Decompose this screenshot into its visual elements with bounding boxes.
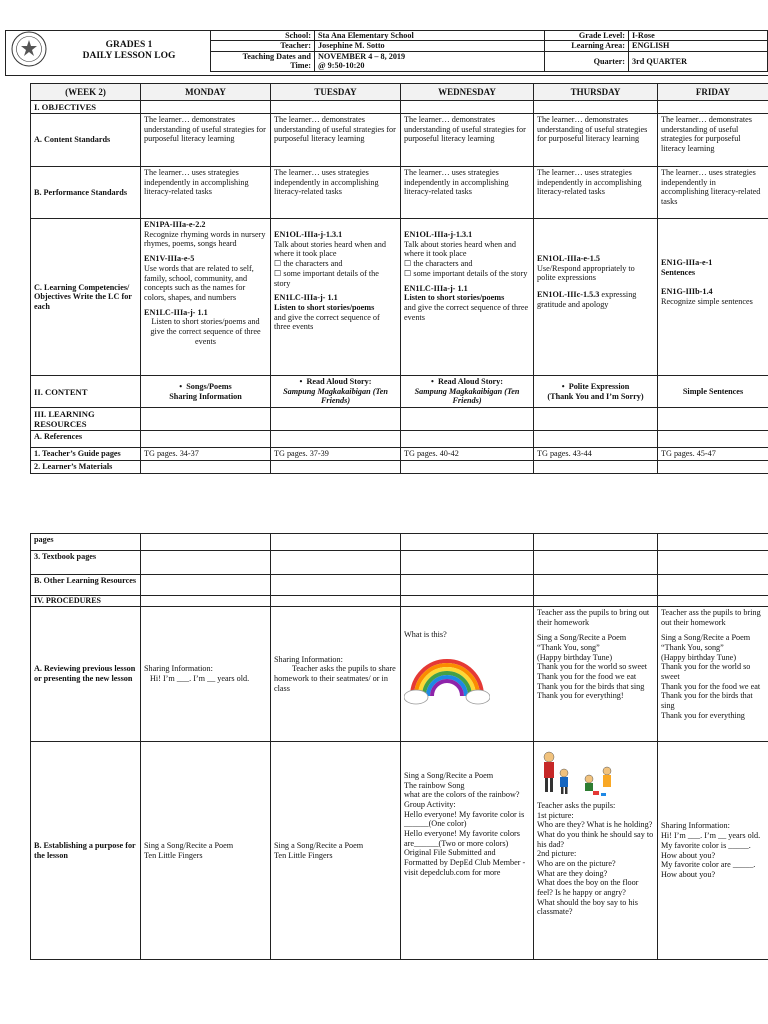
dates-value: NOVEMBER 4 – 8, 2019 xyxy=(318,51,406,61)
competency-text: Sentences xyxy=(661,267,696,277)
reviewing-line: “Thank You, song” xyxy=(537,643,600,653)
performance-standards-row xyxy=(31,167,768,219)
content-title: • Read Aloud Story: xyxy=(299,377,372,387)
reviewing-line: Teacher ass the pupils to bring out their homework xyxy=(537,608,650,627)
quarter-label: Quarter: xyxy=(545,51,629,71)
purpose-mon xyxy=(141,742,271,960)
monday-header: MONDAY xyxy=(141,84,271,101)
friday-header: FRIDAY xyxy=(658,84,768,101)
area-label: Learning Area: xyxy=(545,41,629,51)
content-tue xyxy=(271,376,401,408)
purpose-text: Ten Little Fingers xyxy=(144,850,203,860)
reviewing-line: “Thank You, song” xyxy=(661,643,724,653)
performance-standard-wed: The learner… uses strategies independently in accomplishing literacy-related tasks xyxy=(401,167,534,219)
reviewing-line: Thank you for the food we eat xyxy=(661,681,761,691)
competency-code: EN1G-IIIb-1.4 xyxy=(661,287,713,297)
dates-time-label xyxy=(211,51,315,71)
reviewing-text: Sharing Information: xyxy=(144,664,213,674)
content-standards-row xyxy=(31,114,768,167)
reviewing-line: Sing a Song/Recite a Poem xyxy=(661,633,751,643)
header-info-table xyxy=(210,30,768,72)
learners-materials-row xyxy=(31,461,768,474)
competency-code: EN1OL-IIIc-1.5.3 xyxy=(537,290,600,300)
competency-text-bold: Listen to short stories/poems xyxy=(274,302,375,312)
purpose-wed xyxy=(401,742,534,960)
wednesday-header: WEDNESDAY xyxy=(401,84,534,101)
family-picture xyxy=(537,749,621,799)
log-title: DAILY LESSON LOG xyxy=(82,51,176,61)
competency-wed xyxy=(401,219,534,376)
dates-label: Teaching Dates and xyxy=(242,51,311,61)
competency-code: EN1PA-IIIa-e-2.2 xyxy=(144,220,206,230)
content-mon xyxy=(141,376,271,408)
purpose-thu xyxy=(534,742,658,960)
content-wed xyxy=(401,376,534,408)
competency-code: EN1LC-IIIa-j- 1.1 xyxy=(274,293,338,303)
reviewing-line: Thank you for the world so sweet xyxy=(537,662,648,672)
purpose-line: How about you? xyxy=(661,850,716,860)
reviewing-wed xyxy=(401,607,534,742)
content-fri: Simple Sentences xyxy=(658,376,768,408)
other-resources-label: B. Other Learning Resources xyxy=(31,575,141,596)
learners-materials-label: 2. Learner’s Materials xyxy=(31,461,141,474)
reviewing-line: (Happy birthday Tune) xyxy=(661,652,737,662)
competency-item: ☐ some important details of the story xyxy=(404,268,528,278)
learners-materials-pages-row xyxy=(31,534,768,551)
performance-standard-fri: The learner… uses strategies independently in accomplishing literacy-related tasks xyxy=(658,167,768,219)
reviewing-line: Thank you for the birds that sing xyxy=(661,691,753,711)
tg-pages-tue: TG pages. 37-39 xyxy=(271,448,401,461)
grade-label: Grade Level: xyxy=(545,31,629,41)
performance-standard-thu: The learner… uses strategies independently in accomplishing literacy-related tasks xyxy=(534,167,658,219)
content-row xyxy=(31,376,768,408)
purpose-line: Hi! I’m ___. I’m __ years old. xyxy=(661,831,761,841)
content-subtitle: Sampung Magkakaibigan (Ten Friends) xyxy=(283,386,388,406)
reviewing-fri xyxy=(658,607,768,742)
reviewing-text: Teacher asks the pupils to share homework to their seatmates/ or in class xyxy=(274,664,396,693)
reviewing-line: Thank you for the world so sweet xyxy=(661,662,751,682)
references-label: A. References xyxy=(31,431,141,448)
purpose-line: My favorite color is _____. xyxy=(661,840,751,850)
tg-pages-fri: TG pages. 45-47 xyxy=(658,448,768,461)
resources-label: III. LEARNING RESOURCES xyxy=(31,408,141,431)
content-standard-tue: The learner… demonstrates understanding of useful strategies for purposeful literacy learning xyxy=(271,114,401,167)
grades-title: GRADES 1 xyxy=(105,40,153,50)
reviewing-text: Hi! I’m ___. I’m __ years old. xyxy=(150,674,250,683)
purpose-line: Who are on the picture? xyxy=(537,859,616,869)
teachers-guide-label: 1. Teacher’s Guide pages xyxy=(31,448,141,461)
purpose-fri xyxy=(658,742,768,960)
reviewing-row xyxy=(31,607,768,742)
content-subtitle: (Thank You and I’m Sorry) xyxy=(547,391,644,401)
resources-row xyxy=(31,408,768,431)
purpose-line: My favorite color are _____. xyxy=(661,860,756,870)
reviewing-text: Sharing Information: xyxy=(274,654,343,664)
competency-mon xyxy=(141,219,271,376)
competency-text: Listen to short stories/poems and give the correct sequence of three events xyxy=(150,317,261,346)
purpose-line: Teacher asks the pupils: xyxy=(537,801,616,810)
competency-item: ☐ the characters and xyxy=(404,259,473,269)
time-value: @ 9:50-10:20 xyxy=(318,61,365,71)
rainbow-image xyxy=(404,652,490,706)
purpose-text: Ten Little Fingers xyxy=(274,850,333,860)
content-title: • Read Aloud Story: xyxy=(430,377,504,387)
content-standard-mon: The learner… demonstrates understanding of useful strategies for purposeful literacy learning xyxy=(141,114,271,167)
objectives-section-row xyxy=(31,101,768,114)
teacher-value: Josephine M. Sotto xyxy=(315,41,545,51)
purpose-line: what are the colors of the rainbow? xyxy=(404,790,520,800)
reviewing-line: Thank you for the food we eat xyxy=(537,672,637,682)
reviewing-mon xyxy=(141,607,271,742)
reviewing-line: Thank you for everything! xyxy=(537,691,624,701)
content-thu xyxy=(534,376,658,408)
lesson-log-table-continued xyxy=(30,533,768,960)
content-label: II. CONTENT xyxy=(31,376,141,408)
tuesday-header: TUESDAY xyxy=(271,84,401,101)
purpose-row xyxy=(31,742,768,960)
reviewing-label: A. Reviewing previous lesson or presenting the new lesson xyxy=(31,607,141,742)
purpose-line: Hello everyone! My favorite colors are______(Two or more colors) xyxy=(404,829,520,848)
content-title: • Songs/Poems xyxy=(179,381,232,391)
competency-item: ☐ some important details of the story xyxy=(274,268,379,288)
content-standard-fri: The learner… demonstrates understanding of useful strategies for purposeful literacy learning xyxy=(658,114,768,167)
reviewing-thu xyxy=(534,607,658,742)
purpose-line: Group Activity: xyxy=(404,800,456,810)
purpose-tue xyxy=(271,742,401,960)
competency-fri xyxy=(658,219,768,376)
tg-pages-thu: TG pages. 43-44 xyxy=(534,448,658,461)
textbook-row xyxy=(31,551,768,575)
competency-text: Talk about stories heard when and where it took place xyxy=(404,239,516,259)
competency-thu xyxy=(534,219,658,376)
purpose-line: 1st picture: xyxy=(537,810,574,820)
day-header-row xyxy=(31,84,768,101)
purpose-line: Hello everyone! My favorite color is ______(One color) xyxy=(404,809,525,829)
school-value: Sta Ana Elementary School xyxy=(315,31,545,41)
reviewing-line: Thank you for the birds that sing xyxy=(537,681,645,691)
learning-competencies-label: C. Learning Competencies/ Objectives Write the LC for each xyxy=(31,219,141,376)
reviewing-line: Teacher ass the pupils to bring out their homework xyxy=(661,608,761,627)
purpose-line: The rainbow Song xyxy=(404,780,465,790)
competency-item: ☐ the characters and xyxy=(274,259,343,269)
competency-mixed xyxy=(537,290,654,309)
competency-text: Recognize simple sentences xyxy=(661,297,753,307)
purpose-line: Sing a Song/Recite a Poem xyxy=(404,771,494,780)
content-subtitle: Sampung Magkakaibigan (Ten Friends) xyxy=(414,386,520,406)
objectives-section-label: I. OBJECTIVES xyxy=(31,101,141,114)
procedures-row xyxy=(31,596,768,607)
competency-code: EN1OL-IIIa-j-1.3.1 xyxy=(274,230,343,240)
competency-code: EN1LC-IIIa-j- 1.1 xyxy=(144,307,208,317)
week-header: (WEEK 2) xyxy=(31,84,141,101)
time-label: Time: xyxy=(290,61,311,71)
purpose-line: Original File Submitted and Formatted by DepEd Club Member - visit depedclub.com for more xyxy=(404,848,526,877)
competency-text: and give the correct sequence of three events xyxy=(274,312,380,332)
content-title: • Polite Expression xyxy=(561,381,630,391)
reviewing-text: What is this? xyxy=(404,630,447,639)
purpose-line: Who are they? What is he holding? What do you think he should say to his dad? xyxy=(537,820,654,849)
purpose-line: How about you? xyxy=(661,869,716,879)
quarter-value: 3rd QUARTER xyxy=(629,51,768,71)
purpose-line: What does the boy on the floor feel? Is he happy or angry? xyxy=(537,878,639,898)
references-row xyxy=(31,431,768,448)
purpose-text: Sing a Song/Recite a Poem xyxy=(144,840,234,850)
content-standards-label: A. Content Standards xyxy=(31,114,141,167)
teacher-label: Teacher: xyxy=(211,41,315,51)
procedures-label: IV. PROCEDURES xyxy=(31,596,141,607)
lesson-log-table xyxy=(30,83,768,474)
reviewing-line: Sing a Song/Recite a Poem xyxy=(537,633,627,643)
purpose-line: What are they doing? xyxy=(537,868,608,878)
reviewing-line: Thank you for everything xyxy=(661,710,745,720)
performance-standard-tue: The learner… uses strategies independently in accomplishing literacy-related tasks xyxy=(271,167,401,219)
competency-text: Use/Respond appropriately to polite expressions xyxy=(537,263,635,283)
performance-standard-mon: The learner… uses strategies independently in accomplishing literacy-related tasks xyxy=(141,167,271,219)
learning-competencies-row xyxy=(31,219,768,376)
purpose-line: Sharing Information: xyxy=(661,821,730,831)
dates-time-value xyxy=(315,51,545,71)
purpose-text: Sing a Song/Recite a Poem xyxy=(274,840,364,850)
other-resources-row xyxy=(31,575,768,596)
textbook-label: 3. Textbook pages xyxy=(31,551,141,575)
competency-text: Talk about stories heard when and where it took place xyxy=(274,239,386,259)
tg-pages-mon: TG pages. 34-37 xyxy=(141,448,271,461)
competency-code: EN1OL-IIIa-e-1.5 xyxy=(537,254,600,264)
competency-code: EN1LC-IIIa-j- 1.1 xyxy=(404,283,468,293)
tg-pages-wed: TG pages. 40-42 xyxy=(401,448,534,461)
competency-text-bold: Listen to short stories/poems xyxy=(404,293,505,303)
reviewing-line: (Happy birthday Tune) xyxy=(537,652,613,662)
grade-value: I-Rose xyxy=(629,31,768,41)
competency-tue xyxy=(271,219,401,376)
competency-text: Recognize rhyming words in nursery rhymes, poems, songs heard xyxy=(144,229,266,249)
thursday-header: THURSDAY xyxy=(534,84,658,101)
learners-materials-pages-label: pages xyxy=(31,534,141,551)
purpose-line: 2nd picture: xyxy=(537,849,577,859)
purpose-line: What should the boy say to his classmate? xyxy=(537,897,638,917)
content-subtitle: Sharing Information xyxy=(169,391,242,401)
performance-standards-label: B. Performance Standards xyxy=(31,167,141,219)
reviewing-tue xyxy=(271,607,401,742)
content-standard-thu: The learner… demonstrates understanding of useful strategies for purposeful literacy learning xyxy=(534,114,658,167)
competency-code: EN1OL-IIIa-j-1.3.1 xyxy=(404,230,473,240)
competency-text: expressing gratitude and apology xyxy=(537,290,637,309)
purpose-label: B. Establishing a purpose for the lesson xyxy=(31,742,141,960)
school-label: School: xyxy=(211,31,315,41)
content-standard-wed: The learner… demonstrates understanding of useful strategies for purposeful literacy learning xyxy=(401,114,534,167)
teachers-guide-row xyxy=(31,448,768,461)
competency-code: EN1V-IIIa-e-5 xyxy=(144,254,195,264)
competency-code: EN1G-IIIa-e-1 xyxy=(661,258,713,268)
competency-text: Use words that are related to self, family, school, community, and concepts such as the names for colors, shapes, and numbers xyxy=(144,263,254,302)
area-value: ENGLISH xyxy=(629,41,768,51)
competency-text: and give the correct sequence of three events xyxy=(404,302,529,322)
